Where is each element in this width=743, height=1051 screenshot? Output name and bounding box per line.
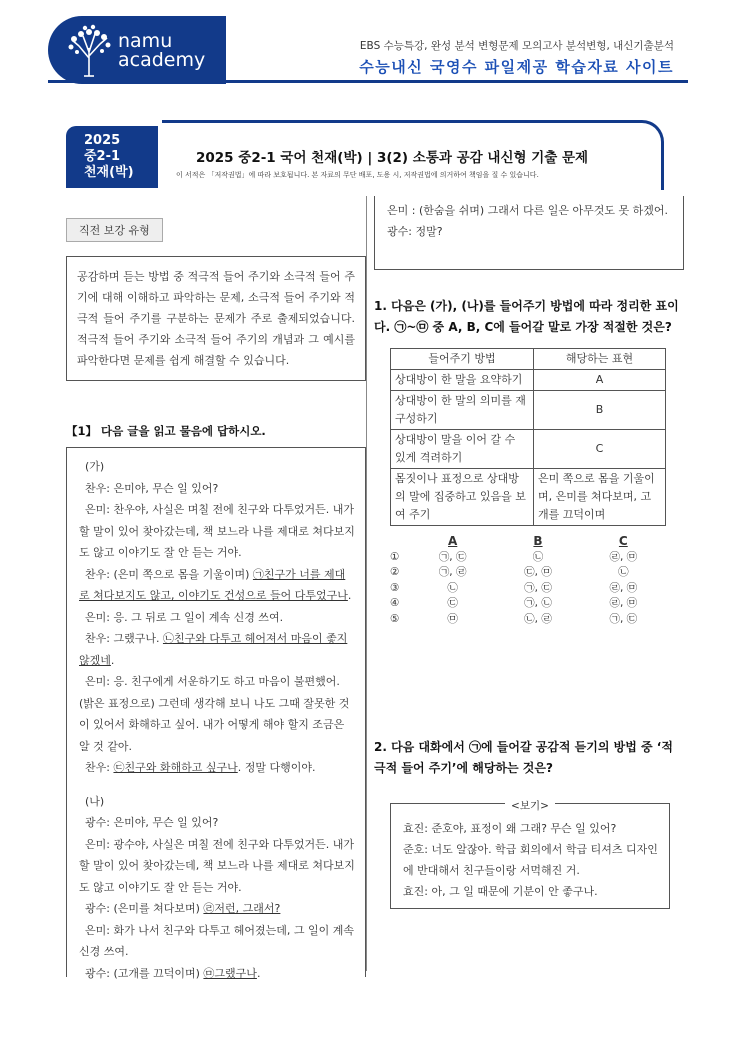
option-number: ① [390, 550, 400, 563]
line-text: 찬우: [85, 761, 114, 774]
logo-line1: namu [118, 30, 173, 52]
example-label-text: <보기> [505, 800, 555, 812]
example-box-label [391, 796, 669, 817]
dialog-line: 광수: 정말? [387, 225, 443, 238]
left-column [66, 218, 366, 980]
table-cell: 상대방이 한 말의 의미를 재구성하기 [391, 391, 534, 430]
logo-text [118, 32, 205, 70]
option-number: ② [390, 566, 400, 578]
option-cell: ㉠, ㉢ [609, 612, 638, 625]
line-text: 찬우: 그랬구나. [85, 632, 163, 645]
dialog-line: 준호: 너도 알잖아. 학급 회의에서 학급 티셔츠 디자인에 반대해서 친구들이랑 서먹해진 거. [403, 843, 658, 877]
passage-box [66, 447, 366, 980]
page-title: 2025 중2-1 국어 천재(박) | 3(2) 소통과 공감 내신형 기출 문제 [196, 150, 589, 166]
dialog-line [79, 898, 355, 920]
dialog-line: 은미: 응. 그 뒤로 그 일이 계속 신경 쓰여. [85, 610, 284, 624]
passage-label-na: (나) [85, 794, 105, 808]
column-divider [366, 196, 367, 971]
option-cell: ㉠, ㉢ [524, 581, 552, 594]
example-box [390, 800, 670, 909]
underlined-text: ㉢친구와 화해하고 싶구나 [113, 761, 238, 774]
table-header: 들어주기 방법 [391, 349, 534, 370]
table-cell: 상대방이 말을 이어 갈 수 있게 격려하기 [391, 430, 534, 469]
badge-year: 2025 [84, 133, 121, 148]
option-row[interactable] [390, 596, 666, 612]
line-text: 광수: (고개를 끄덕이며) [85, 966, 204, 980]
table-header: 해당하는 표현 [534, 349, 666, 370]
type-tag: 직전 보강 유형 [66, 218, 163, 242]
title-block [66, 120, 666, 190]
right-column [374, 196, 684, 909]
option-cell: ㉡ [618, 566, 629, 578]
option-cell: ㉢, ㉤ [524, 566, 552, 578]
question-2: 2. 다음 대화에서 ㉠에 들어갈 공감적 듣기의 방법 중 ‘적극적 들어 주기’에 해당하는 것은? [374, 740, 673, 775]
copyright-notice: 이 서적은 「저작권법」에 따라 보호됩니다. 본 자료의 무단 배포, 도용 시, 저작권법에 의거하여 책임을 질 수 있습니다. [176, 171, 539, 179]
intro-box: 공감하며 듣는 방법 중 적극적 들어 주기와 소극적 들어 주기에 대해 이해하고 파악하는 문제, 소극적 들어 주기와 적극적 들어 주기를 구분하는 문제가 주로 출제되었습니다. 적극적 들어 주기와 소극적 들어 주기의 개념과 그 예시를 파악한다면 문제를 쉽게 해결할 수 있습니다. [66, 256, 366, 381]
option-cell: ㉡ [447, 581, 458, 594]
badge-grade: 중2-1 [84, 149, 121, 164]
site-header [48, 16, 688, 84]
option-cell: ㉠, ㉢ [438, 550, 467, 563]
options-spacer [390, 534, 410, 550]
dialog-line: 은미: 광수야, 사실은 며칠 전에 친구와 다투었거든. 내가 할 말이 있어 찾아갔는데, 책 보느라 나를 제대로 쳐다보지도 않고 이야기도 잘 안 듣는 거야. [79, 837, 355, 894]
table-cell: 상대방이 한 말을 요약하기 [391, 370, 534, 391]
option-cell: ㉡, ㉣ [524, 612, 552, 625]
header-site-title: 수능내신 국영수 파일제공 학습자료 사이트 [359, 58, 674, 76]
answer-options [390, 534, 666, 627]
line-text: . [110, 653, 115, 667]
dialog-line: 은미: 찬우야, 사실은 며칠 전에 친구와 다투었거든. 내가 할 말이 있어 찾아갔는데, 책 보느라 나를 제대로 쳐다보지도 않고 이야기도 잘 안 듣는 거야. [79, 503, 355, 559]
badge-publisher: 천재(박) [84, 165, 134, 180]
table-header-row [391, 349, 666, 370]
options-header-row [390, 534, 666, 550]
dialog-line: 광수: 은미야, 무슨 일 있어? [85, 816, 219, 829]
line-text: . 정말 다행이야. [237, 761, 316, 774]
option-cell: ㉡ [532, 550, 544, 563]
options-header: C [618, 534, 628, 548]
options-header: B [533, 534, 543, 548]
option-cell: ㉣, ㉤ [609, 581, 638, 594]
dialog-line: 효진: 아, 그 일 때문에 기분이 안 좋구나. [403, 885, 598, 898]
question-1: 1. 다음은 (가), (나)를 들어주기 방법에 따라 정리한 표이다. ㉠~㉤ 중 A, B, C에 들어갈 말로 가장 적절한 것은? [374, 299, 679, 334]
table-row [391, 370, 666, 391]
table-cell: C [534, 430, 666, 469]
table-cell: 몸짓이나 표정으로 상대방의 말에 집중하고 있음을 보여 주기 [391, 469, 534, 526]
logo-line2: academy [118, 49, 206, 71]
header-tagline: EBS 수능특강, 완성 분석 변형문제 모의고사 분석변형, 내신기출분석 [359, 40, 674, 52]
line-text: . [347, 589, 352, 602]
option-cell: ㉠, ㉡ [524, 597, 552, 609]
line-text: 광수: (은미를 쳐다보며) [85, 902, 204, 915]
dialog-line [79, 757, 355, 779]
line-text: . [256, 966, 261, 980]
underlined-text: ㉤그랬구나 [203, 966, 257, 980]
dialog-line: 은미: 응. 친구에게 서운하기도 하고 마음이 불편했어. (밝은 표정으로) 그런데 생각해 보니 나도 그때 잘못한 것이 있어서 화해하고 싶어. 내가 어떻게 해야 할지 조금은 알 것 같아. [79, 675, 350, 753]
option-row[interactable] [390, 550, 666, 566]
tree-logo-icon [64, 22, 114, 78]
header-divider [48, 80, 688, 83]
underlined-text: ㉣저런, 그래서? [203, 902, 281, 915]
logo[interactable] [48, 16, 226, 84]
line-text: 찬우: (은미 쪽으로 몸을 기울이며) [85, 567, 253, 581]
underlined-text: ㉡친구와 다투고 헤어져서 마음이 좋지 않겠네 [79, 632, 348, 667]
table-cell: 은미 쪽으로 몸을 기울이며, 은미를 쳐다보며, 고개를 끄덕이며 [534, 469, 666, 526]
passage-label-ga: (가) [85, 460, 105, 473]
options-header: A [448, 534, 458, 548]
option-cell: ㉠, ㉣ [438, 566, 467, 578]
option-row[interactable] [390, 565, 666, 581]
option-number: ⑤ [390, 612, 400, 625]
dialog-line: 은미 : (한숨을 쉬며) 그래서 다른 일은 아무것도 못 하겠어. [387, 204, 669, 217]
title-badge [66, 126, 158, 188]
table-cell: B [534, 391, 666, 430]
dialog-line: 찬우: 은미야, 무슨 일 있어? [85, 481, 219, 495]
option-row[interactable] [390, 612, 666, 628]
banner-right [226, 16, 688, 84]
passage-continued [374, 196, 684, 270]
table-row [391, 469, 666, 526]
table-row [391, 430, 666, 469]
question-heading: 【1】 다음 글을 읽고 물음에 답하시오. [66, 424, 266, 438]
option-number: ④ [390, 597, 400, 609]
option-row[interactable] [390, 581, 666, 597]
spacer [79, 779, 355, 791]
option-cell: ㉤ [447, 612, 458, 625]
option-cell: ㉣, ㉤ [609, 550, 638, 563]
dialog-line: 은미: 화가 나서 친구와 다투고 헤어졌는데, 그 일이 계속 신경 쓰여. [79, 923, 354, 958]
option-cell: ㉣, ㉤ [609, 597, 638, 609]
option-cell: ㉢ [447, 597, 458, 609]
underlined-text: ㉠친구가 너를 제대로 쳐다보지도 않고, 이야기도 건성으로 들어 다투었구나 [79, 567, 348, 602]
table-row [391, 391, 666, 430]
dialog-line [79, 628, 355, 671]
listening-method-table [390, 348, 666, 526]
dialog-line [79, 963, 355, 985]
table-cell: A [534, 370, 666, 391]
option-number: ③ [390, 581, 400, 594]
dialog-line: 효진: 준호야, 표정이 왜 그래? 무슨 일 있어? [403, 822, 617, 835]
dialog-line [79, 564, 355, 607]
